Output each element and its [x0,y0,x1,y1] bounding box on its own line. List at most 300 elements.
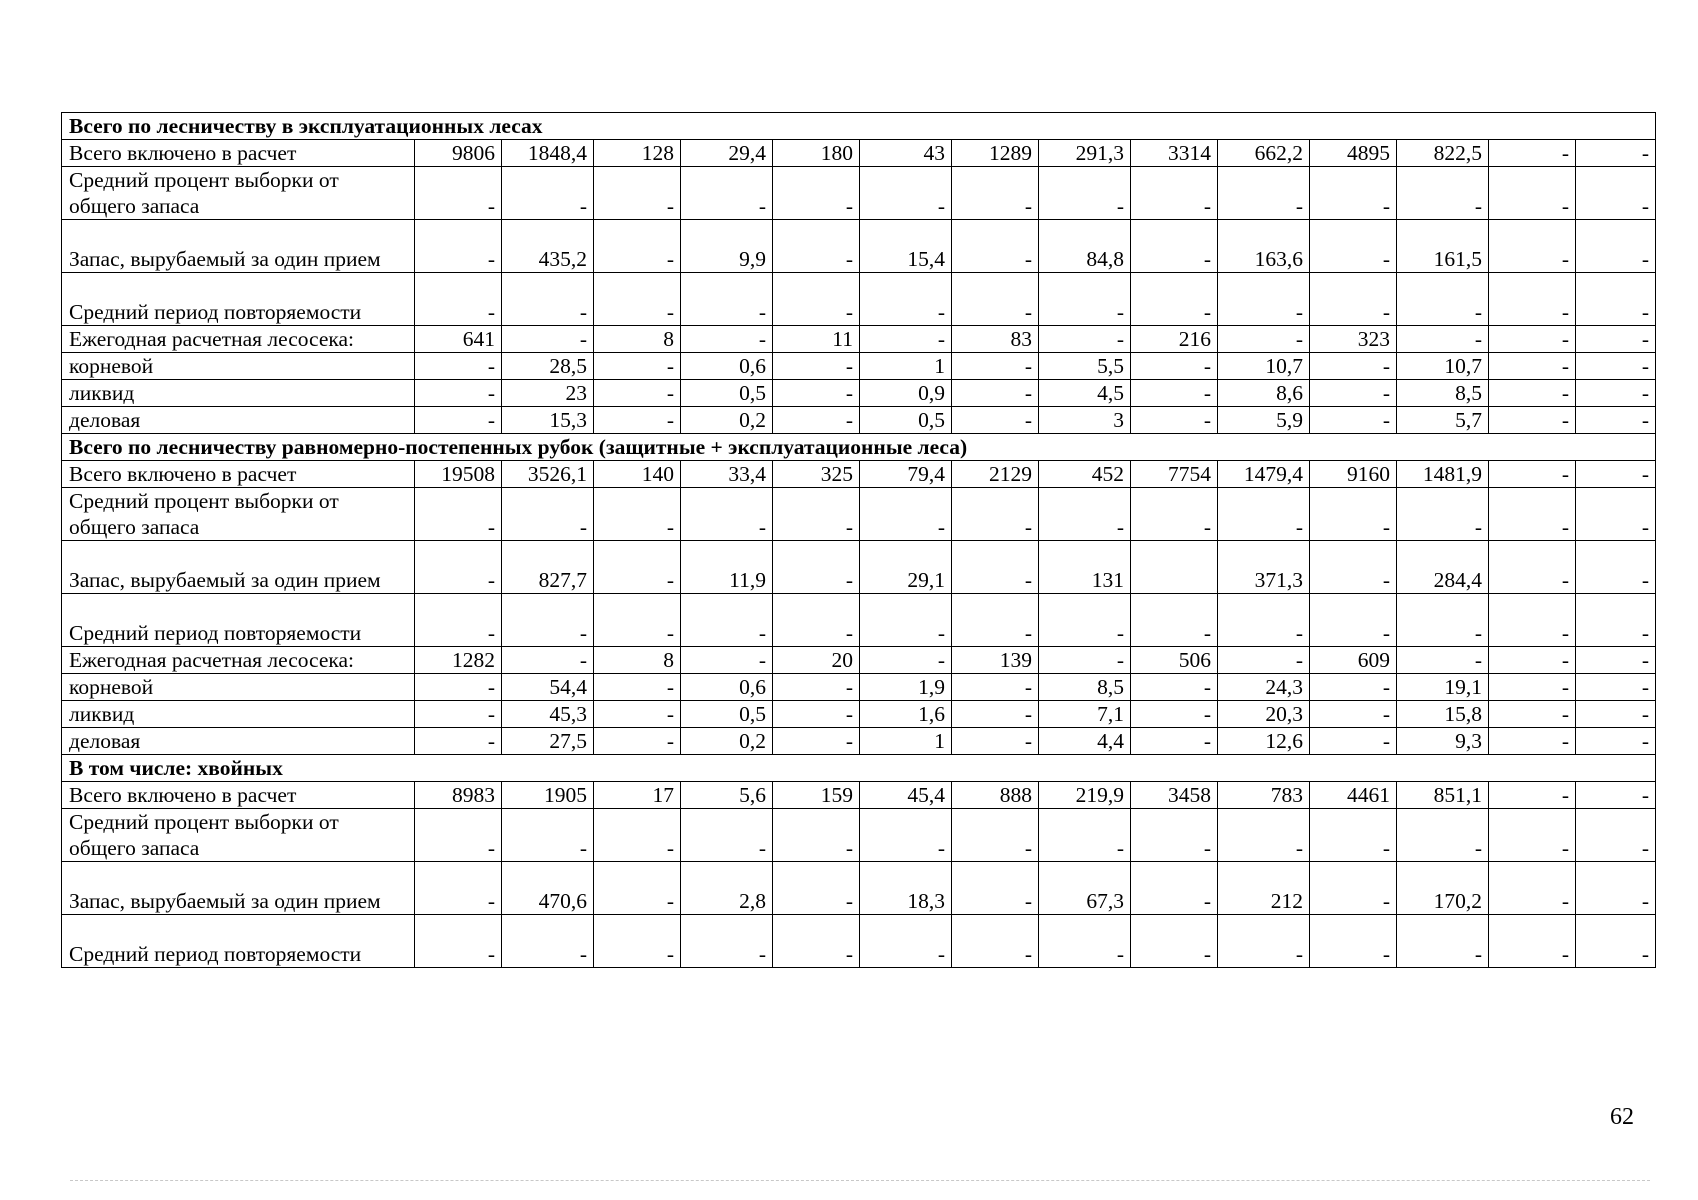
table-cell: 15,8 [1397,701,1489,728]
data-table [61,112,1656,968]
table-cell: 84,8 [1039,220,1131,273]
table-cell: - [415,728,502,755]
table-cell: - [1489,326,1576,353]
table-cell: 45,4 [860,782,952,809]
table-cell: 5,6 [681,782,773,809]
table-cell: - [1576,915,1656,968]
table-cell: 67,3 [1039,862,1131,915]
table-cell: 4,5 [1039,380,1131,407]
table-cell: - [1131,594,1218,647]
table-cell: - [415,488,502,541]
table-cell: - [1397,326,1489,353]
table-cell: 9,3 [1397,728,1489,755]
row-label: Запас, вырубаемый за один прием [62,220,415,273]
table-cell: 216 [1131,326,1218,353]
table-cell: 1,6 [860,701,952,728]
table-cell: - [502,915,594,968]
table-cell: - [952,728,1039,755]
table-cell: - [415,273,502,326]
table-row [62,380,1656,407]
table-cell: - [502,809,594,862]
table-cell: 161,5 [1397,220,1489,273]
table-cell: - [1218,273,1310,326]
table-cell: - [415,167,502,220]
table-row [62,407,1656,434]
table-cell: 5,9 [1218,407,1310,434]
table-cell: - [1576,541,1656,594]
table-cell: 609 [1310,647,1397,674]
table-cell: 0,2 [681,407,773,434]
table-cell: - [773,220,860,273]
table-cell: 325 [773,461,860,488]
table-cell: - [415,380,502,407]
table-cell: 3458 [1131,782,1218,809]
table-row [62,488,1656,541]
row-label: Всего включено в расчет [62,782,415,809]
table-cell: - [1131,862,1218,915]
table-cell: 219,9 [1039,782,1131,809]
table-cell: 131 [1039,541,1131,594]
table-cell: - [1576,273,1656,326]
table-cell: - [594,167,681,220]
table-cell: 8 [594,326,681,353]
table-cell: - [502,326,594,353]
table-cell: - [594,701,681,728]
table-cell: - [1310,701,1397,728]
table-cell: 1479,4 [1218,461,1310,488]
table-cell: - [502,167,594,220]
table-cell: - [1397,915,1489,968]
table-cell: - [1576,326,1656,353]
table-cell: - [1310,728,1397,755]
table-cell: - [1397,273,1489,326]
table-cell: - [773,167,860,220]
table-cell: 10,7 [1218,353,1310,380]
table-cell: - [1310,273,1397,326]
table-cell: - [1310,674,1397,701]
table-cell: - [415,220,502,273]
table-cell: 9806 [415,140,502,167]
table-row [62,862,1656,915]
table-cell: - [594,353,681,380]
table-cell: - [952,273,1039,326]
table-cell: - [1489,701,1576,728]
table-cell: - [773,541,860,594]
row-label: Средний процент выборки от общего запаса [62,167,415,220]
table-cell: - [952,167,1039,220]
table-cell: 18,3 [860,862,952,915]
row-label: Ежегодная расчетная лесосека: [62,326,415,353]
table-cell: - [1218,809,1310,862]
table-cell: - [1576,782,1656,809]
table-cell: - [1489,353,1576,380]
table-cell: - [1576,488,1656,541]
table-cell: 43 [860,140,952,167]
table-cell: - [1489,380,1576,407]
table-cell: - [1397,809,1489,862]
table-cell: - [1397,167,1489,220]
table-row [62,647,1656,674]
table-cell: 4461 [1310,782,1397,809]
table-cell: 0,5 [860,407,952,434]
table-cell: - [1218,326,1310,353]
table-cell: - [502,488,594,541]
table-cell: - [1489,461,1576,488]
table-cell: - [415,407,502,434]
table-cell: - [594,915,681,968]
table-cell: 128 [594,140,681,167]
table-cell: 1 [860,728,952,755]
table-cell: - [1310,862,1397,915]
table-cell: 8 [594,647,681,674]
table-cell: 888 [952,782,1039,809]
table-cell: 8,5 [1039,674,1131,701]
table-row [62,461,1656,488]
table-cell: 1,9 [860,674,952,701]
table-cell: 15,3 [502,407,594,434]
table-cell: - [773,488,860,541]
table-row [62,701,1656,728]
row-label: Средний процент выборки от общего запаса [62,488,415,541]
table-cell: - [1131,407,1218,434]
table-cell: - [1489,273,1576,326]
table-cell: - [952,407,1039,434]
row-label: Средний период повторяемости [62,594,415,647]
table-cell: - [415,809,502,862]
table-cell: - [1039,594,1131,647]
table-cell: - [1039,647,1131,674]
table-cell: 851,1 [1397,782,1489,809]
table-cell: - [1489,594,1576,647]
table-cell: 8983 [415,782,502,809]
table-cell: - [952,862,1039,915]
table-cell: - [1131,167,1218,220]
table-cell: - [594,728,681,755]
table-cell: - [502,647,594,674]
table-cell: 9160 [1310,461,1397,488]
table-cell: - [1218,594,1310,647]
table-cell: - [502,273,594,326]
table-cell: 4,4 [1039,728,1131,755]
table-cell: - [1218,647,1310,674]
table-cell: 19508 [415,461,502,488]
table-cell: - [1489,782,1576,809]
table-cell: 19,1 [1397,674,1489,701]
table-cell: 506 [1131,647,1218,674]
table-cell: 140 [594,461,681,488]
table-cell: 0,6 [681,353,773,380]
table-cell: - [952,594,1039,647]
table-cell: - [594,594,681,647]
table-cell: - [1489,728,1576,755]
section-header-row [62,434,1656,461]
table-cell: - [1310,407,1397,434]
table-cell: - [773,728,860,755]
table-cell: 284,4 [1397,541,1489,594]
table-cell: - [1489,140,1576,167]
section-title: Всего по лесничеству равномерно-постепенных рубок (защитные + эксплуатационные леса) [62,434,1656,461]
table-cell: 23 [502,380,594,407]
table-cell: - [681,326,773,353]
section-header-row [62,755,1656,782]
table-cell: 323 [1310,326,1397,353]
table-cell: - [952,701,1039,728]
table-cell: - [773,674,860,701]
table-cell: - [1131,488,1218,541]
table-cell: 2129 [952,461,1039,488]
table-cell: - [502,594,594,647]
table-cell: - [1397,488,1489,541]
table-cell: - [1489,220,1576,273]
table-cell: 159 [773,782,860,809]
table-cell: 33,4 [681,461,773,488]
table-cell: 3526,1 [502,461,594,488]
table-cell: - [415,915,502,968]
table-row [62,594,1656,647]
table-cell: - [681,915,773,968]
table-cell: 827,7 [502,541,594,594]
row-label: Запас, вырубаемый за один прием [62,541,415,594]
table-cell: - [952,220,1039,273]
table-cell: 24,3 [1218,674,1310,701]
table-cell: 5,7 [1397,407,1489,434]
table-cell: 11 [773,326,860,353]
table-cell: 170,2 [1397,862,1489,915]
table-cell [1131,541,1218,594]
table-cell: - [594,407,681,434]
table-cell: - [1489,809,1576,862]
table-cell: - [1576,674,1656,701]
row-label: Запас, вырубаемый за один прием [62,862,415,915]
table-cell: - [1310,488,1397,541]
table-cell: - [1489,541,1576,594]
table-cell: - [594,380,681,407]
table-cell: 29,1 [860,541,952,594]
table-row [62,220,1656,273]
table-cell: 0,5 [681,380,773,407]
table-body [62,113,1656,968]
table-cell: - [594,674,681,701]
table-cell: - [1489,647,1576,674]
table-cell: - [594,220,681,273]
table-cell: - [1310,353,1397,380]
table-cell: - [952,809,1039,862]
table-cell: - [594,862,681,915]
table-cell: 371,3 [1218,541,1310,594]
table-cell: - [860,647,952,674]
table-cell: - [860,488,952,541]
table-cell: 29,4 [681,140,773,167]
table-cell: 83 [952,326,1039,353]
table-row [62,674,1656,701]
table-cell: - [1039,915,1131,968]
table-cell: 783 [1218,782,1310,809]
table-cell: - [1489,915,1576,968]
table-cell: - [1576,140,1656,167]
table-cell: - [1576,380,1656,407]
section-header-row [62,113,1656,140]
table-cell: 1 [860,353,952,380]
row-label: Средний период повторяемости [62,915,415,968]
table-cell: 452 [1039,461,1131,488]
table-cell: - [1310,915,1397,968]
table-cell: 822,5 [1397,140,1489,167]
table-cell: - [1039,326,1131,353]
table-cell: - [952,541,1039,594]
table-cell: 0,6 [681,674,773,701]
section-title: Всего по лесничеству в эксплуатационных лесах [62,113,1656,140]
table-cell: - [860,167,952,220]
table-cell: - [1576,594,1656,647]
table-cell: - [1039,488,1131,541]
table-cell: 17 [594,782,681,809]
table-cell: - [1310,220,1397,273]
section-title: В том числе: хвойных [62,755,1656,782]
table-cell: 20,3 [1218,701,1310,728]
table-cell: 212 [1218,862,1310,915]
table-row [62,273,1656,326]
table-cell: 54,4 [502,674,594,701]
row-label: корневой [62,674,415,701]
row-label: Всего включено в расчет [62,461,415,488]
table-cell: - [1576,728,1656,755]
scan-artifact-line [70,1180,1650,1181]
table-cell: - [1310,594,1397,647]
table-cell: 163,6 [1218,220,1310,273]
table-cell: - [415,701,502,728]
table-cell: - [1576,809,1656,862]
table-cell: 1905 [502,782,594,809]
table-row [62,728,1656,755]
table-cell: - [773,407,860,434]
table-cell: 10,7 [1397,353,1489,380]
table-cell: 9,9 [681,220,773,273]
table-cell: - [1489,407,1576,434]
page-number: 62 [1610,1104,1634,1130]
table-cell: 7,1 [1039,701,1131,728]
table-row [62,915,1656,968]
table-cell: - [860,326,952,353]
table-cell: 2,8 [681,862,773,915]
table-cell: - [681,809,773,862]
row-label: ликвид [62,380,415,407]
table-cell: - [773,273,860,326]
row-label: деловая [62,407,415,434]
table-cell: 4895 [1310,140,1397,167]
table-cell: 1282 [415,647,502,674]
table-row [62,782,1656,809]
row-label: деловая [62,728,415,755]
table-cell: - [1218,915,1310,968]
table-cell: - [1131,220,1218,273]
table-cell: 641 [415,326,502,353]
table-cell: - [860,809,952,862]
table-row [62,353,1656,380]
table-cell: 20 [773,647,860,674]
row-label: Средний период повторяемости [62,273,415,326]
table-cell: - [1489,488,1576,541]
table-cell: - [594,809,681,862]
table-cell: - [415,674,502,701]
table-cell: - [773,594,860,647]
table-cell: - [952,353,1039,380]
table-cell: - [1131,353,1218,380]
table-cell: - [773,353,860,380]
table-cell: - [1131,915,1218,968]
table-cell: 5,5 [1039,353,1131,380]
table-cell: - [952,488,1039,541]
table-cell: - [1576,220,1656,273]
table-cell: - [415,594,502,647]
table-cell: - [1131,674,1218,701]
table-cell: 8,5 [1397,380,1489,407]
table-cell: - [681,273,773,326]
table-cell: 180 [773,140,860,167]
table-cell: - [860,594,952,647]
table-cell: - [1576,167,1656,220]
table-cell: - [1131,273,1218,326]
table-cell: - [1218,167,1310,220]
table-cell: - [1131,701,1218,728]
table-cell: - [1489,674,1576,701]
table-cell: - [1397,594,1489,647]
table-cell: - [1310,167,1397,220]
table-row [62,167,1656,220]
table-cell: 3 [1039,407,1131,434]
table-cell: 139 [952,647,1039,674]
table-cell: - [1576,461,1656,488]
row-label: Ежегодная расчетная лесосека: [62,647,415,674]
table-cell: - [1576,407,1656,434]
table-cell: - [1489,862,1576,915]
table-cell: 11,9 [681,541,773,594]
table-cell: - [952,674,1039,701]
table-cell: - [415,353,502,380]
table-cell: - [952,380,1039,407]
table-cell: - [952,915,1039,968]
table-cell: 0,5 [681,701,773,728]
table-cell: 435,2 [502,220,594,273]
table-cell: - [1310,541,1397,594]
row-label: ликвид [62,701,415,728]
table-cell: - [1039,809,1131,862]
table-row [62,809,1656,862]
row-label: Всего включено в расчет [62,140,415,167]
table-cell: - [860,915,952,968]
table-cell: - [1039,273,1131,326]
table-row [62,326,1656,353]
table-cell: 79,4 [860,461,952,488]
table-cell: - [594,541,681,594]
table-row [62,541,1656,594]
table-cell: - [1576,353,1656,380]
table-cell: - [1576,647,1656,674]
table-cell: 7754 [1131,461,1218,488]
table-cell: - [681,594,773,647]
table-cell: 291,3 [1039,140,1131,167]
table-cell: 28,5 [502,353,594,380]
table-cell: - [681,647,773,674]
table-cell: - [773,701,860,728]
table-cell: - [860,273,952,326]
table-cell: - [773,915,860,968]
table-cell: - [415,862,502,915]
table-cell: 0,2 [681,728,773,755]
table-cell: - [594,273,681,326]
table-cell: 45,3 [502,701,594,728]
table-cell: 27,5 [502,728,594,755]
table-cell: - [415,541,502,594]
